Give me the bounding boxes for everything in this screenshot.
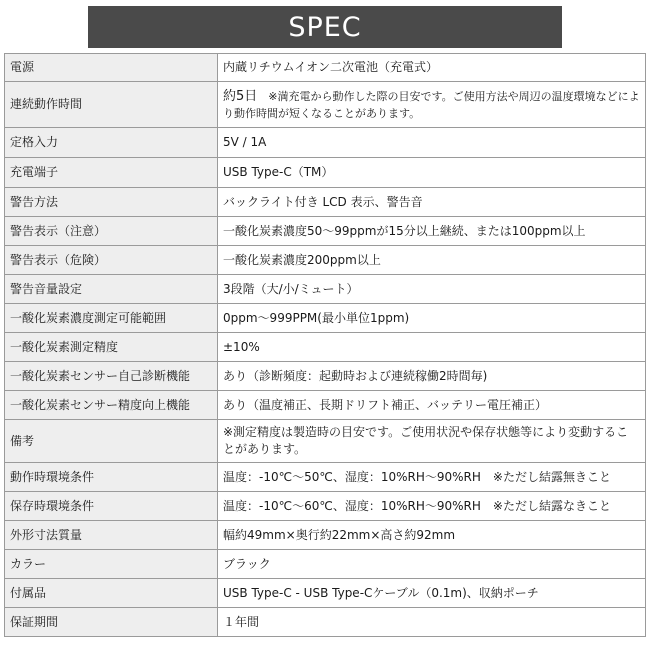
row-value-alert-volume: 3段階（大/小/ミュート）	[218, 275, 646, 304]
row-label-operating-env: 動作時環境条件	[5, 463, 218, 492]
table-row	[5, 463, 646, 492]
table-row	[5, 420, 646, 463]
row-value-measure-range: 0ppm〜999PPM(最小単位1ppm)	[218, 304, 646, 333]
table-row	[5, 275, 646, 304]
table-row	[5, 128, 646, 158]
table-row	[5, 492, 646, 521]
row-label-alert-method: 警告方法	[5, 188, 218, 217]
table-row	[5, 333, 646, 362]
row-label-remarks: 備考	[5, 420, 218, 463]
row-value-color: ブラック	[218, 550, 646, 579]
spec-title: SPEC	[288, 11, 362, 43]
row-value-accessories: USB Type-C - USB Type-Cケーブル（0.1m)、収納ポーチ	[218, 579, 646, 608]
row-label-accuracy: 一酸化炭素測定精度	[5, 333, 218, 362]
row-label-accuracy-boost: 一酸化炭素センサー精度向上機能	[5, 391, 218, 420]
row-value-alert-method: バックライト付き LCD 表示、警告音	[218, 188, 646, 217]
runtime-main: 約5日	[223, 88, 258, 104]
table-row	[5, 158, 646, 188]
row-value-power: 内蔵リチウムイオン二次電池（充電式）	[218, 54, 646, 82]
row-value-runtime	[218, 82, 646, 128]
row-value-dimensions: 幅約49mm×奥行約22mm×高さ約92mm	[218, 521, 646, 550]
row-value-accuracy-boost: あり（温度補正、長期ドリフト補正、バッテリー電圧補正）	[218, 391, 646, 420]
row-label-storage-env: 保存時環境条件	[5, 492, 218, 521]
row-value-warranty: １年間	[218, 608, 646, 637]
row-label-measure-range: 一酸化炭素濃度測定可能範囲	[5, 304, 218, 333]
row-label-power: 電源	[5, 54, 218, 82]
row-value-remarks: ※測定精度は製造時の目安です。ご使用状況や保存状態等により変動することがあります。	[218, 420, 646, 463]
table-row	[5, 579, 646, 608]
row-value-charge-port: USB Type-C（TM）	[218, 158, 646, 188]
row-label-charge-port: 充電端子	[5, 158, 218, 188]
table-row	[5, 550, 646, 579]
table-row	[5, 54, 646, 82]
table-row	[5, 391, 646, 420]
row-label-self-diagnosis: 一酸化炭素センサー自己診断機能	[5, 362, 218, 391]
table-row	[5, 188, 646, 217]
table-row	[5, 82, 646, 128]
row-label-color: カラー	[5, 550, 218, 579]
table-row	[5, 217, 646, 246]
row-label-rated-input: 定格入力	[5, 128, 218, 158]
row-label-runtime: 連続動作時間	[5, 82, 218, 128]
row-label-warranty: 保証期間	[5, 608, 218, 637]
spec-table	[4, 53, 646, 637]
row-label-alert-caution: 警告表示（注意）	[5, 217, 218, 246]
row-label-accessories: 付属品	[5, 579, 218, 608]
row-value-operating-env: 温度：-10℃〜50℃、湿度：10%RH〜90%RH ※ただし結露無きこと	[218, 463, 646, 492]
table-row	[5, 521, 646, 550]
table-row	[5, 246, 646, 275]
row-value-storage-env: 温度：-10℃〜60℃、湿度：10%RH〜90%RH ※ただし結露なきこと	[218, 492, 646, 521]
row-value-accuracy: ±10%	[218, 333, 646, 362]
table-row	[5, 362, 646, 391]
row-value-rated-input: 5V / 1A	[218, 128, 646, 158]
runtime-note: ※満充電から動作した際の目安です。ご使用方法や周辺の温度環境などにより動作時間が短くなることがあります。	[223, 89, 640, 120]
table-row	[5, 304, 646, 333]
row-value-alert-caution: 一酸化炭素濃度50〜99ppmが15分以上継続、または100ppm以上	[218, 217, 646, 246]
row-label-alert-volume: 警告音量設定	[5, 275, 218, 304]
row-label-dimensions: 外形寸法質量	[5, 521, 218, 550]
row-value-alert-danger: 一酸化炭素濃度200ppm以上	[218, 246, 646, 275]
row-label-alert-danger: 警告表示（危険）	[5, 246, 218, 275]
row-value-self-diagnosis: あり（診断頻度：起動時および連続稼働2時間毎)	[218, 362, 646, 391]
table-row	[5, 608, 646, 637]
spec-header	[88, 6, 562, 48]
